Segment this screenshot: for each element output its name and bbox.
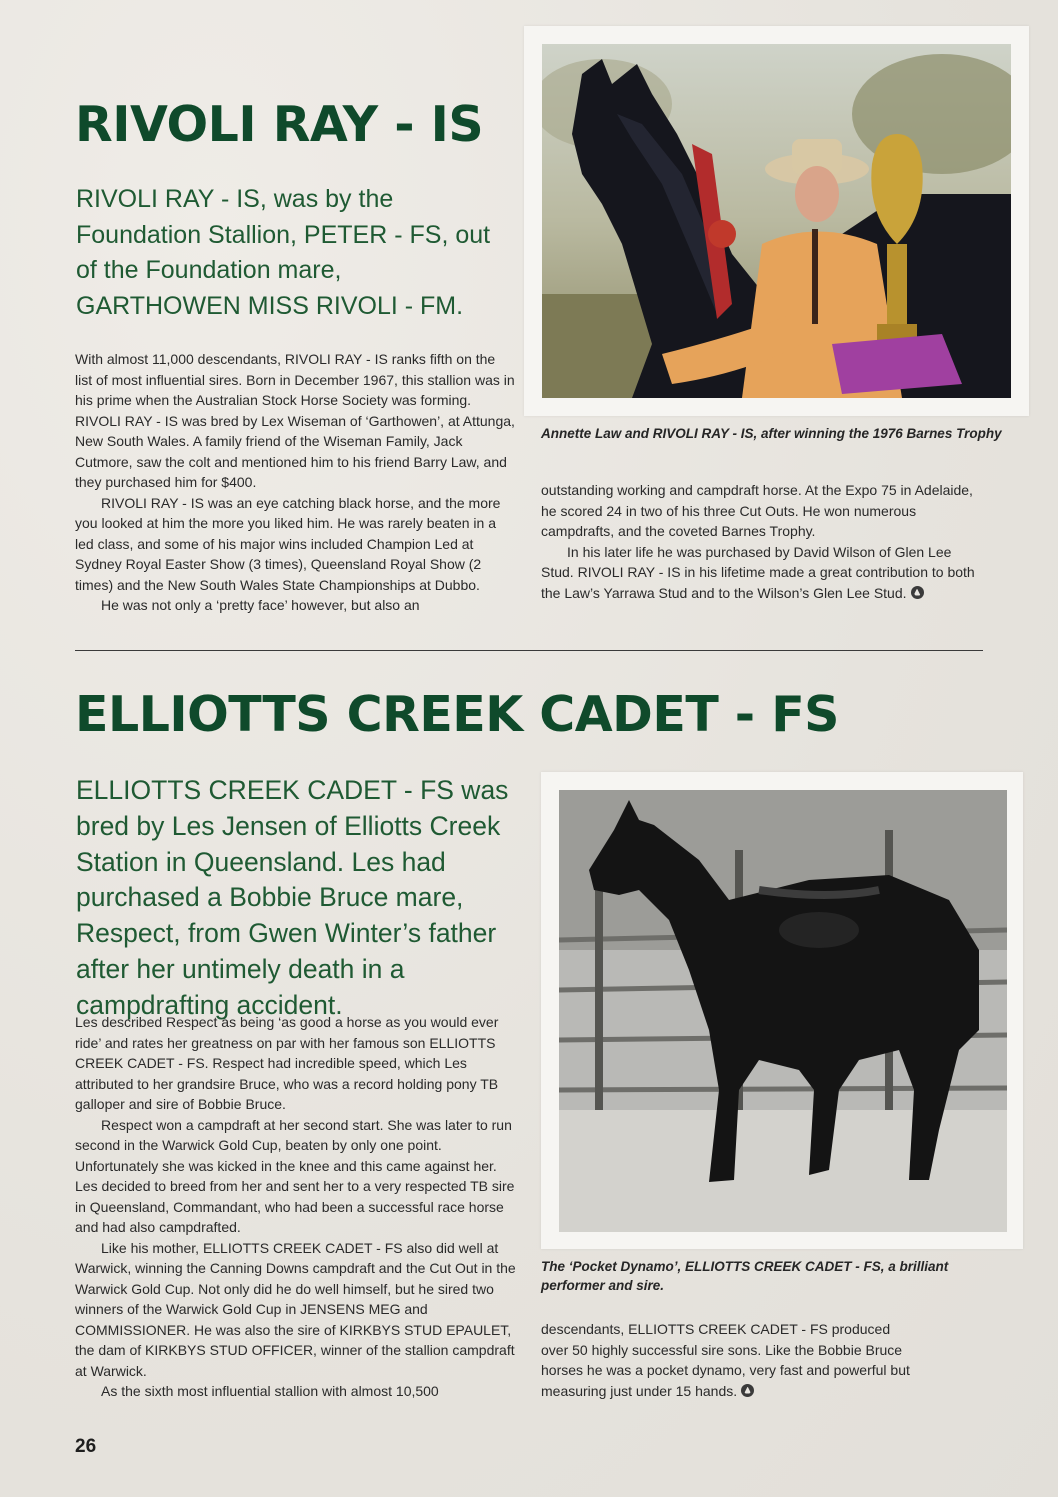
article-title-elliotts-creek-cadet: ELLIOTTS CREEK CADET - FS [75,686,839,743]
article-title-rivoli-ray: RIVOLI RAY - IS [75,96,484,153]
article-intro-elliotts-creek-cadet: ELLIOTTS CREEK CADET - FS was bred by Les Jensen of Elliotts Creek Station in Queensland. Les had purchased a Bobbie Bruce mare, Respect, from Gwen Winter’s father after her untimely death in a campdrafting accident. [76,775,509,1020]
body-text: In his later life he was purchased by David Wilson of Glen Lee Stud. RIVOLI RAY - IS in his lifetime made a great contribution to both the Law’s Yarrawa Stud and to the Wilson’s Glen Lee Stud. [541,543,975,601]
page-number: 26 [75,1436,97,1457]
article-body-column-1 [75,1012,520,1402]
body-paragraph: RIVOLI RAY - IS was an eye catching black horse, and the more you looked at him the more you liked him. He was rarely beaten in a led class, and some of his major wins included Champion Led at Sydney Royal Easter Show (3 times), Queensland Royal Show (2 times) and the New South Wales State Championships at Dubbo. [75,494,501,593]
article-intro-rivoli-ray: RIVOLI RAY - IS, was by the Foundation Stallion, PETER - FS, out of the Foundation mare, GARTHOWEN MISS RIVOLI - FM. [76,185,491,320]
body-text: descendants, ELLIOTTS CREEK CADET - FS produced over 50 highly successful sire sons. Like the Bobbie Bruce horses he was a pocket dynamo, very fast and powerful but measuring just under 15 hands. [541,1321,910,1399]
body-paragraph [541,1319,921,1401]
end-mark-icon [741,1384,754,1397]
photo-caption: The ‘Pocket Dynamo’, ELLIOTTS CREEK CADET - FS, a brilliant performer and sire. [541,1259,949,1293]
article-body-column-2 [541,1319,921,1401]
body-paragraph: Like his mother, ELLIOTTS CREEK CADET - FS also did well at Warwick, winning the Canning Downs campdraft and the Cut Out in the Warwick Gold Cup. Not only did he do well himself, but he sired two winners of the Warwick Gold Cup in JENSENS MEG and COMMISSIONER. He was also the sire of KIRKBYS STUD EPAULET, the dam of KIRKBYS STUD OFFICER, winner of the stallion campdraft at Warwick. [75,1239,516,1379]
body-paragraph: With almost 11,000 descendants, RIVOLI RAY - IS ranks fifth on the list of most influential sires. Born in December 1967, this stallion was in his prime when the Australian Stock Horse Society was forming. RIVOLI RAY - IS was bred by Lex Wiseman of ‘Garthowen’, at Attunga, New South Wales. A family friend of the Wiseman Family, Jack Cutmore, saw the colt and mentioned him to his friend Barry Law, and they purchased him for $400. [75,351,515,490]
photo-elliotts-creek-cadet [559,790,1007,1232]
end-mark-icon [911,586,924,599]
body-paragraph: Respect won a campdraft at her second start. She was later to run second in the Warwick Gold Cup, beaten by only one point. Unfortunately she was kicked in the knee and this came against her. Les decided to breed from her and sent her to a very respected TB sire in Queensland, Commandant, who had been a successful race horse and had also campdrafted. [75,1116,515,1235]
article-body-column-1 [75,349,515,616]
body-paragraph: As the sixth most influential stallion with almost 10,500 [101,1383,439,1399]
body-paragraph: outstanding working and campdraft horse. At the Expo 75 in Adelaide, he scored 24 in two of his three Cut Outs. He won numerous campdrafts, and the coveted Barnes Trophy. [541,482,973,539]
section-divider [75,650,983,651]
photo-rivoli-ray-trophy [542,44,1011,398]
body-paragraph: Les described Respect as being ‘as good a horse as you would ever ride’ and rates her greatness on par with her famous son ELLIOTTS CREEK CADET - FS. Respect had incredible speed, which Les attributed to her grandsire Bruce, who was a record holding pony TB galloper and sire of Bobbie Bruce. [75,1014,499,1112]
article-body-column-2 [541,480,981,603]
body-paragraph: He was not only a ‘pretty face’ however, but also an [101,597,420,613]
photo-caption: Annette Law and RIVOLI RAY - IS, after winning the 1976 Barnes Trophy [541,426,1002,441]
body-paragraph [541,542,981,604]
